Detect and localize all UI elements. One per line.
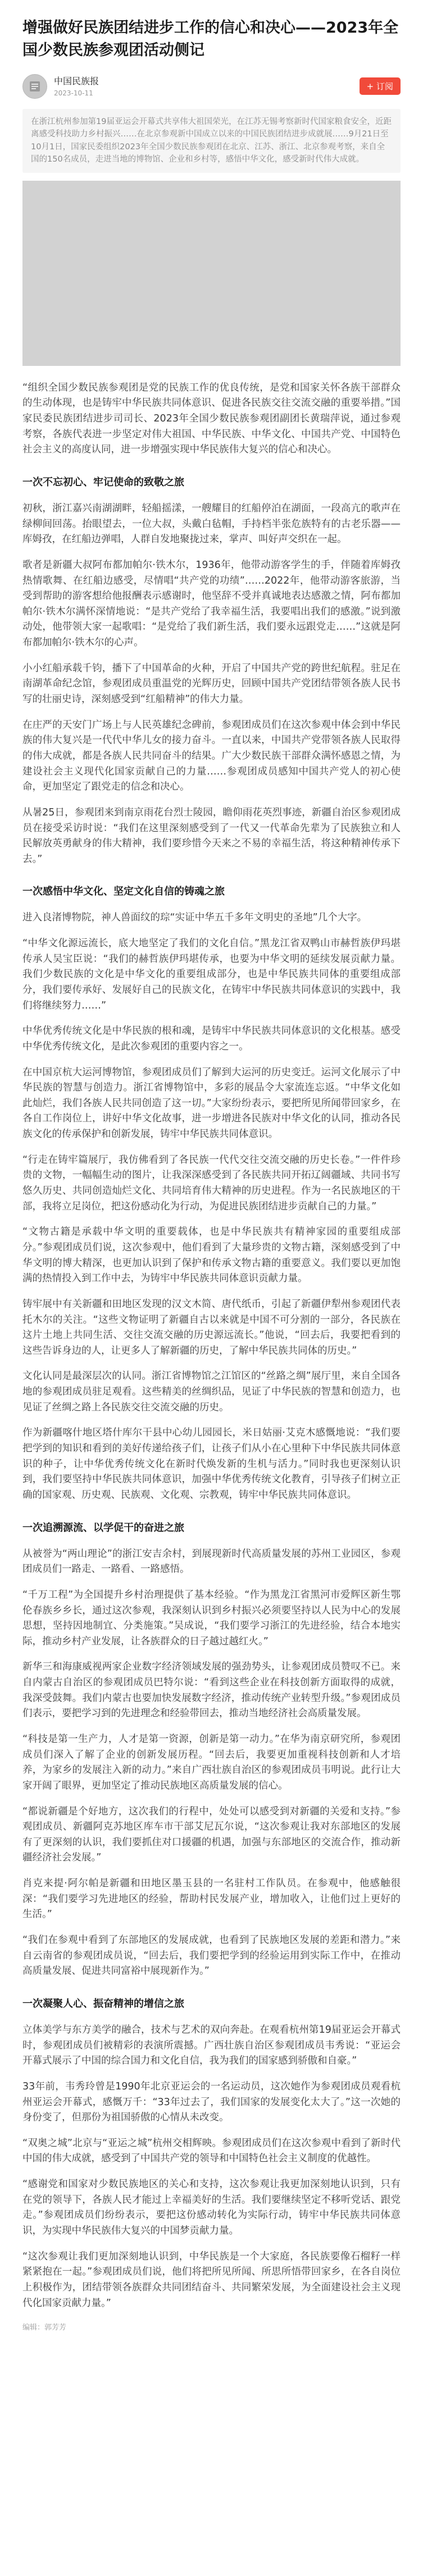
publish-date: 2023-10-11 [54, 89, 93, 98]
paragraph: “文物古籍是承载中华文明的重要载体，也是中华民族共有精神家园的重要组成部分。”参观团成员们说，这次参观中，他们看到了大量珍贵的文物古籍，深刻感受到了中华文明的博大精深，也更加认识到了保护和传承文物古籍的重要意义。我们要以更加饱满的热情投入到工作中去，为铸牢中华民族共同体意识贡献力量。 [22, 1226, 401, 1285]
paragraph: “千万工程”为全国提升乡村治理提供了基本经验。“作为黑龙江省黑河市爱辉区新生鄂伦春族乡乡长，通过这次参观，我深刻认识到乡村振兴必须要坚持以人民为中心的发展思想，坚持因地制宜、分类施策。”吴成说，“我们要学习浙江的先进经验，结合本地实际，推动乡村产业发展，让各族群众的日子越过越红火。” [22, 1589, 401, 1647]
paragraph: 33年前，韦秀玲曾是1990年北京亚运会的一名运动员，这次她作为参观团成员观看杭州亚运会开幕式，感慨万千：“33年过去了，我们国家的发展变化太大了。”这一次她的身份变了，但那份为祖国骄傲的心情从未改变。 [22, 2080, 401, 2124]
paragraph: “我们在参观中看到了东部地区的发展成就，也看到了民族地区发展的差距和潜力。”来自云南省的参观团成员说，“回去后，我们要把学到的经验运用到实际工作中，在推动高质量发展、促进共同富裕中展现新作为。” [22, 1935, 401, 1977]
paragraph: 小小红船承载千钧，播下了中国革命的火种，开启了中国共产党的跨世纪航程。驻足在南湖革命纪念馆，参观团成员重温党的光辉历史，回顾中国共产党团结带领各族人民书写的壮丽史诗，深刻感受到“红船精神”的伟大力量。 [22, 662, 401, 705]
source-name[interactable]: 中国民族报 [54, 75, 99, 86]
paragraph: 初秋，浙江嘉兴南湖湖畔，轻船摇漾，一艘耀目的红船停泊在湖面，一段高亢的歌声在绿柳间回荡。抬眼望去，一位大叔，头戴白毡帽，手持档半张危族特有的古老乐器——库姆孜，在红船边弹唱，人群自发地聚拢过来，掌声、叫好声交织在一起。 [22, 502, 401, 546]
paragraph: “都说新疆是个好地方，这次我们的行程中，处处可以感受到对新疆的关爱和支持。”参观团成员、新疆阿克苏地区库车市干部艾尼瓦尔说，“这次参观让我对东部地区的发展有了更深刻的认识，我们要抓住对口援疆的机遇，加强与东部地区的交流合作，推动新疆经济社会发展。” [22, 1805, 401, 1864]
paragraph: 文化认同是最深层次的认同。浙江省博物馆之江馆区的“丝路之绸”展厅里，来自全国各地的参观团成员驻足观看。这些精美的丝绸织品，见证了中华民族的智慧和创造力，也见证了丝绸之路上各民族交往交流交融的历史。 [22, 1370, 401, 1413]
paragraph: “感谢党和国家对少数民族地区的关心和支持，这次参观让我更加深刻地认识到，只有在党的领导下，各族人民才能过上幸福美好的生活。我们要继续坚定不移听党话、跟党走。”参观团成员们纷纷表示，要把这份感动转化为实际行动，铸牢中华民族共同体意识，为实现中华民族伟大复兴的中国梦贡献力量。 [22, 2179, 401, 2236]
paragraph: “行走在铸牢篇展厅，我仿佛看到了各民族一代代交往交流交融的历史长卷。”一件件珍贵的文物，一幅幅生动的图片，让我深深感受到了各民族共同开拓辽阔疆域、共同书写悠久历史、共同创造灿烂文化、共同培育伟大精神的历史进程。作为一名民族地区的干部，我将立足岗位，把这份感动化为行动，为促进民族团结进步贡献自己的力量。” [22, 1154, 401, 1212]
paragraph: 进入良渚博物院，神人兽面纹的琮“实证中华五千多年文明史的圣地”几个大字。 [22, 912, 367, 924]
paragraph: 立体美学与东方美学的融合，技术与艺术的双向奔赴。在观看杭州第19届亚运会开幕式时，参观团成员们被精彩的表演所震撼。广西壮族自治区参观团成员韦秀说：“亚运会开幕式展示了中国的综合国力和文化自信，我为我们的国家感到骄傲和自豪。” [22, 2024, 401, 2067]
newspaper-icon [26, 78, 43, 95]
paragraph: 新华三和海康威视两家企业数字经济领域发展的强劲势头，让参观团成员赞叹不已。来自内蒙古自治区的参观团成员巴特尔说：“看到这些企业在科技创新方面取得的成就，我深受鼓舞。我们内蒙古也要加快发展数字经济，推动传统产业转型升级。”参观团成员们表示，要把学习到的先进理念和经验带回去，推动当地经济社会高质量发展。 [22, 1661, 401, 1720]
section-heading: 一次凝聚人心、振奋精神的增信之旅 [22, 1997, 184, 2010]
paragraph: 从被誉为“两山理论”的浙江安吉余村，到展现新时代高质量发展的苏州工业园区，参观团成员们一路走、一路看、一路感悟。 [22, 1548, 401, 1575]
avatar[interactable] [22, 74, 47, 99]
paragraph: 肖克来提·阿尔帕是新疆和田地区墨玉县的一名驻村工作队员。在参观中，他感触很深：“我们要学习先进地区的经验，帮助村民发展产业，增加收入，让他们过上更好的生活。” [22, 1878, 401, 1920]
section-heading: 一次追溯源流、以学促干的奋进之旅 [22, 1521, 184, 1534]
paragraph: 铸牢展中有关新疆和田地区发现的汉文木简、唐代纸币，引起了新疆伊犁州参观团代表托木尔的关注。“这些文物证明了新疆自古以来就是中国不可分割的一部分，各民族在这片土地上共同生活、交往交流交融的历史源远流长。”他说，“回去后，我要把看到的这些告诉身边的人，让更多人了解新疆的历史，了解中华民族共同体的历史。” [22, 1298, 401, 1356]
paragraph: “这次参观让我们更加深刻地认识到，中华民族是一个大家庭，各民族要像石榴籽一样紧紧抱在一起。”参观团成员们说，他们将把所见所闻、所思所悟带回家乡，在各自岗位上积极作为，团结带领各族群众共同团结奋斗、共同繁荣发展，为全面建设社会主义现代化国家贡献力量。” [22, 2250, 401, 2309]
editor-credit: 编辑：郭芳芳 [22, 2323, 67, 2332]
source-meta [54, 76, 99, 98]
paragraph: “双奥之城”北京与“亚运之城”杭州交相辉映。参观团成员们在这次参观中看到了新时代中国的伟大成就，感受到了中国共产党的领导和中国特色社会主义制度的优越性。 [22, 2137, 401, 2165]
paragraph: “科技是第一生产力，人才是第一资源，创新是第一动力。”在华为南京研究所，参观团成员们深入了解了企业的创新发展历程。“回去后，我要更加重视科技创新和人才培养，为家乡的发展注入新的动力。”来自广西壮族自治区的参观团成员韦明说。此行让大家开阔了眼界，更加坚定了推动民族地区高质量发展的信心。 [22, 1733, 401, 1791]
paragraph: “中华文化源远流长，底大地坚定了我们的文化自信。”黑龙江省双鸭山市赫哲族伊玛堪传承人吴宝臣说：“我们的赫哲族伊玛堪传承，也要为中华文明的延续发展贡献力量。我们少数民族的文化是中华文化的重要组成部分，也是中华民族共同体的重要组成部分，我们要传承好、发展好自己的民族文化，在铸牢中华民族共同体意识的实践中，我们将继续努力……” [22, 938, 401, 1011]
article-summary: 在浙江杭州参加第19届亚运会开幕式共享伟大祖国荣光，在江苏无锡考察新时代国家粮食安全，近距离感受科技助力乡村振兴……在北京参观新中国成立以来的中国民族团结进步成就展……9月21日至10月1日，国家民委组织2023年全国少数民族参观团在北京、江苏、浙江、北京参观考察，来自全国的150名成员，走进当地的博物馆、企业和乡村等，感悟中华文化，感受新时代伟大成就。 [22, 109, 401, 173]
article-title: 增强做好民族团结进步工作的信心和决心——2023年全国少数民族参观团活动侧记 [22, 19, 399, 59]
section-heading: 一次不忘初心、牢记使命的致敬之旅 [22, 476, 184, 488]
article-image [22, 181, 401, 366]
paragraph: 作为新疆喀什地区塔什库尔干县中心幼儿园园长，米日姑丽·艾克木感慨地说：“我们要把学到的知识和看到的美好传递给孩子们，让孩子们从小在心里种下中华民族共同体意识的种子，让中华优秀传统文化在新时代焕发新的生机与活力。”同时我也更深刻认识到，我们要坚持中华民族共同体意识，加强中华优秀传统文化教育，引导孩子们树立正确的国家观、历史观、民族观、文化观、宗教观，铸牢中华民族共同体意识。 [22, 1427, 401, 1501]
source-info[interactable] [22, 74, 99, 99]
paragraph: 在庄严的天安门广场上与人民英雄纪念碑前，参观团成员们在这次参观中体会到中华民族的伟大复兴是一代代中华儿女的接力奋斗。一直以来，中国共产党带领各族人民取得的伟大成就，都是各族人民共同奋斗的结果。广大少数民族干部群众满怀感恩之情，为建设社会主义现代化国家贡献自己的力量……参观团成员感知中国共产党人的初心使命，更加坚定了跟党走的信念和决心。 [22, 719, 401, 793]
paragraph: 歌者是新疆大叔阿布都加帕尔·铁木尔，1936年，他带动游客学生的手，伴随着库姆孜热情歌舞、在红船边感受，尽情唱“共产党的功绩”……2022年，他带动游客旅游，当受到帮助的游客想给他报酬表示感谢时，他坚辞不受并真诚地表达感激之情，阿布都加帕尔·铁木尔满怀深情地说：“是共产党给了我幸福生活，我要唱出我们的感激。”说到激动处，他带领大家一起歌唱：“是党给了我们新生活，我们要永远跟党走……”这就是阿布都加帕尔·铁木尔的心声。 [22, 559, 401, 649]
source-bar [22, 74, 401, 99]
paragraph: 中华优秀传统文化是中华民族的根和魂，是铸牢中华民族共同体意识的文化根基。感受中华优秀传统文化，是此次参观团的重要内容之一。 [22, 1025, 401, 1052]
section-heading: 一次感悟中华文化、坚定文化自信的铸魂之旅 [22, 886, 225, 898]
follow-button[interactable]: + 订阅 [360, 77, 401, 95]
paragraph: 在中国京杭大运河博物馆，参观团成员们了解到大运河的历史变迁。运河文化展示了中华民族的智慧与创造力。浙江省博物馆中，多彩的展品令大家流连忘返。“中华文化如此灿烂，我们各族人民共同创造了这一切。”大家纷纷表示，要把所见所闻带回家乡，在各自工作岗位上，讲好中华文化故事，进一步增进各民族对中华文化的认同，推动各民族文化的传承保护和创新发展，铸牢中华民族共同体意识。 [22, 1066, 401, 1140]
paragraph: “组织全国少数民族参观团是党的民族工作的优良传统，是党和国家关怀各族干部群众的生动体现，也是铸牢中华民族共同体意识、促进各民族交往交流交融的重要举措。”国家民委民族团结进步司司长、2023年全国少数民族参观团副团长黄瑞萍说，通过参观考察，各族代表进一步坚定对伟大祖国、中华民族、中华文化、中国共产党、中国特色社会主义的高度认同，进一步增强实现中华民族伟大复兴的信心和决心。 [22, 382, 401, 456]
article-body [22, 381, 401, 2311]
paragraph: 从暑25日，参观团来到南京雨花台烈士陵园，瞻仰雨花英烈事迹，新疆自治区参观团成员在接受采访时说：“我们在这里深刻感受到了一代又一代革命先辈为了民族独立和人民解放英勇献身的伟大精神，我们要珍惜今天来之不易的幸福生活，将这种精神传承下去。” [22, 806, 401, 865]
